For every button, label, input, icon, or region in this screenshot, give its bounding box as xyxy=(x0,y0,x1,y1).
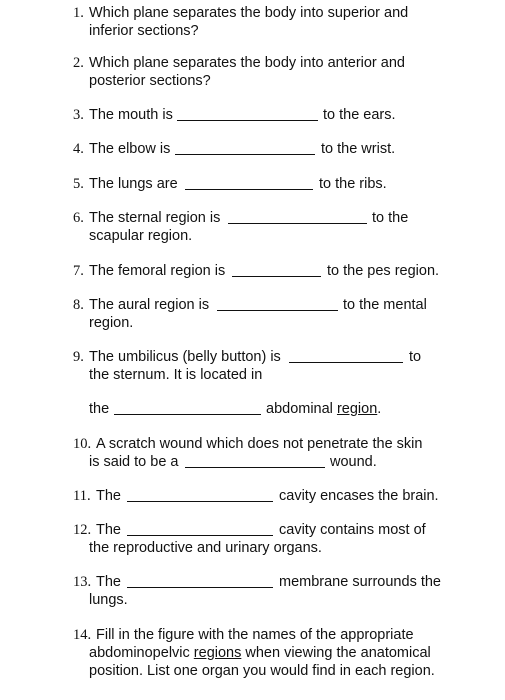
question-text: to the wrist. xyxy=(321,141,396,157)
question-text: when viewing the anatomical xyxy=(241,645,431,661)
question-text: The aural region is xyxy=(89,297,210,313)
question-text: to the ribs. xyxy=(319,176,387,192)
answer-blank[interactable] xyxy=(217,296,338,311)
question-text: membrane surrounds the xyxy=(279,574,441,590)
question-text xyxy=(89,644,431,662)
question-text: the reproductive and urinary organs. xyxy=(89,540,322,556)
question-text: scapular region. xyxy=(89,228,193,244)
answer-blank[interactable] xyxy=(232,262,321,277)
question-text: to xyxy=(409,349,422,365)
question-text: abdominal xyxy=(266,401,333,417)
question-text: The xyxy=(96,488,121,504)
question-text: region. xyxy=(89,315,134,331)
question-text: to the mental xyxy=(343,297,427,313)
question-text: Fill in the figure with the names of the appropriate xyxy=(96,627,414,643)
question-number: 7. xyxy=(73,263,84,279)
question-number: 13. xyxy=(73,574,92,590)
question-text: The sternal region is xyxy=(89,210,221,226)
question-text: to the ears. xyxy=(323,107,396,123)
question-number: 11. xyxy=(73,488,91,504)
answer-blank[interactable] xyxy=(185,453,325,468)
question-text: The umbilicus (belly button) is xyxy=(89,349,281,365)
question-text: . xyxy=(377,401,382,417)
question-number: 5. xyxy=(73,176,84,192)
question-text: posterior sections? xyxy=(89,73,211,89)
question-text: The mouth is xyxy=(89,107,173,123)
answer-blank[interactable] xyxy=(185,175,313,190)
question-text: is said to be a xyxy=(89,454,179,470)
question-text: Which plane separates the body into anterior and xyxy=(89,55,405,71)
question-number: 14. xyxy=(73,627,92,643)
question-text: cavity contains most of xyxy=(279,522,426,538)
answer-blank[interactable] xyxy=(177,106,318,121)
question-text: The xyxy=(96,522,121,538)
question-text: The elbow is xyxy=(89,141,171,157)
question-text: wound. xyxy=(330,454,377,470)
question-text: to the pes region. xyxy=(327,263,440,279)
question-number: 1. xyxy=(73,5,84,21)
answer-blank[interactable] xyxy=(127,521,273,536)
question-number: 4. xyxy=(73,141,84,157)
underlined-word: region xyxy=(336,401,378,417)
question-number: 9. xyxy=(73,349,84,365)
question-text: to the xyxy=(372,210,409,226)
question-number: 8. xyxy=(73,297,84,313)
question-text: inferior sections? xyxy=(89,23,199,39)
question-number: 3. xyxy=(73,107,84,123)
question-text: The xyxy=(96,574,121,590)
answer-blank[interactable] xyxy=(114,400,261,415)
answer-blank[interactable] xyxy=(127,487,273,502)
question-text: position. List one organ you would find in each region. xyxy=(89,663,435,679)
question-text: the xyxy=(89,401,110,417)
question-text: lungs. xyxy=(89,592,128,608)
question-text: Which plane separates the body into superior and xyxy=(89,5,409,21)
answer-blank[interactable] xyxy=(289,348,403,363)
question-number: 6. xyxy=(73,210,84,226)
question-number: 2. xyxy=(73,55,84,71)
question-text xyxy=(266,400,381,418)
question-text: cavity encases the brain. xyxy=(279,488,439,504)
underlined-word: regions xyxy=(193,645,242,661)
question-text: A scratch wound which does not penetrate the skin xyxy=(96,436,423,452)
question-text: abdominopelvic xyxy=(89,645,194,661)
question-text: The lungs are xyxy=(89,176,178,192)
question-text: The femoral region is xyxy=(89,263,226,279)
answer-blank[interactable] xyxy=(228,209,367,224)
question-number: 12. xyxy=(73,522,92,538)
question-number: 10. xyxy=(73,436,92,452)
answer-blank[interactable] xyxy=(127,573,273,588)
answer-blank[interactable] xyxy=(175,140,315,155)
question-text: the sternum. It is located in xyxy=(89,367,263,383)
